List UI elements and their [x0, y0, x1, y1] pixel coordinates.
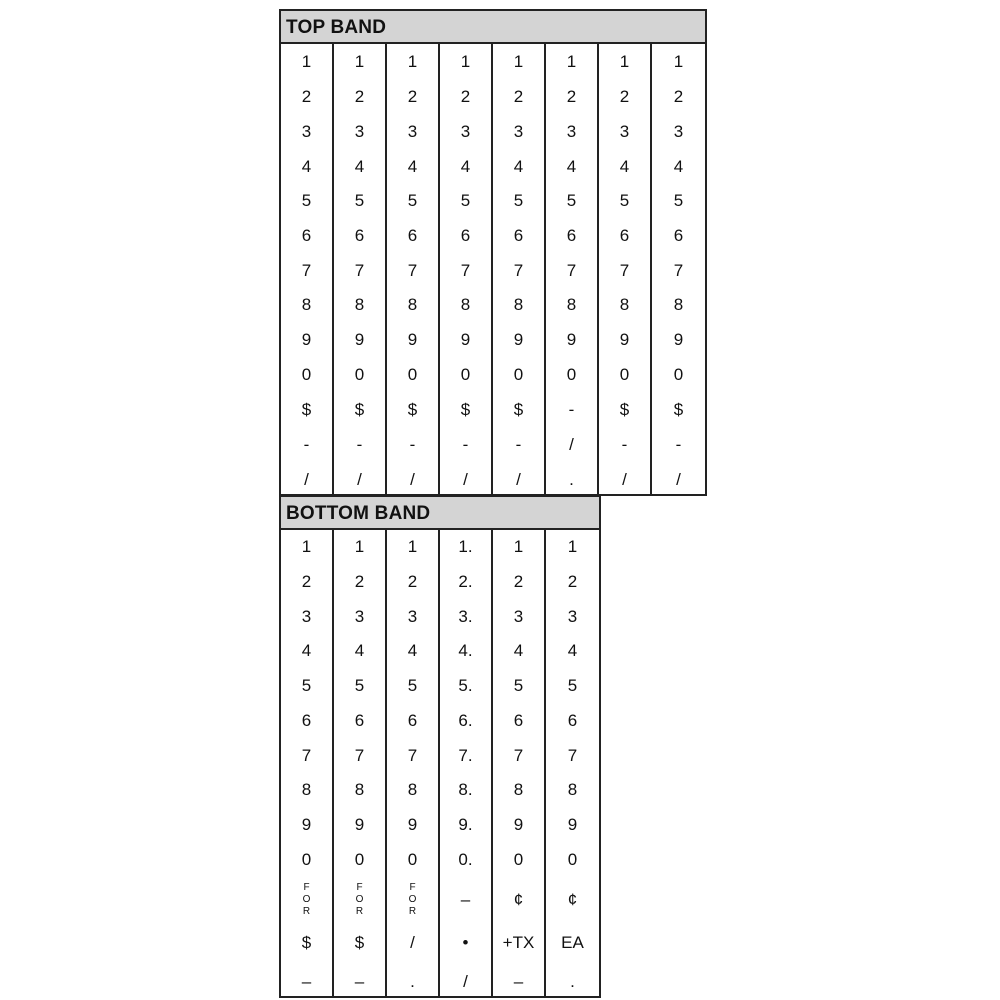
- character-cell: 0: [460, 365, 471, 384]
- character-cell: 2: [354, 87, 365, 106]
- character-cell: 8: [619, 295, 630, 314]
- character-cell: 9: [354, 815, 365, 834]
- character-cell: 9: [301, 330, 312, 349]
- bottom-band-column: [440, 530, 493, 996]
- character-cell: +TX: [502, 933, 535, 952]
- character-cell: 2: [301, 87, 312, 106]
- top-band-panel: [279, 9, 707, 496]
- character-cell: –: [354, 972, 365, 991]
- character-cell: ¢: [567, 890, 578, 909]
- character-cell: 2: [407, 572, 418, 591]
- bottom-band-column: [281, 530, 334, 996]
- character-cell: 2.: [458, 572, 473, 591]
- character-cell: 7: [301, 746, 312, 765]
- character-cell: 0: [407, 365, 418, 384]
- character-cell: 5: [354, 191, 365, 210]
- character-cell: 3: [354, 122, 365, 141]
- character-cell: 3: [673, 122, 684, 141]
- character-cell: 0: [567, 850, 578, 869]
- vertical-text: FOR: [408, 882, 417, 917]
- character-cell: 9: [513, 815, 524, 834]
- character-cell: 5: [673, 191, 684, 210]
- top-band-column: [334, 44, 387, 494]
- character-cell: 2: [673, 87, 684, 106]
- character-cell: 6.: [458, 711, 473, 730]
- top-band-columns: [281, 44, 705, 494]
- top-band-column: [493, 44, 546, 494]
- character-cell: 4: [354, 641, 365, 660]
- character-cell: 7: [407, 261, 418, 280]
- character-cell: 4: [513, 641, 524, 660]
- character-cell: /: [676, 470, 681, 489]
- character-cell: 8: [513, 295, 524, 314]
- bottom-band-column: [334, 530, 387, 996]
- character-cell: 7: [619, 261, 630, 280]
- character-cell: 1: [460, 52, 471, 71]
- character-cell: /: [410, 470, 415, 489]
- character-cell: 7: [566, 261, 577, 280]
- character-cell: 1: [567, 537, 578, 556]
- character-cell: 0: [619, 365, 630, 384]
- character-cell: 2: [460, 87, 471, 106]
- bottom-band-column: [493, 530, 546, 996]
- character-cell: $: [301, 933, 312, 952]
- character-cell: 6: [513, 226, 524, 245]
- character-cell: 9: [407, 330, 418, 349]
- character-cell: 5: [354, 676, 365, 695]
- character-cell: /: [569, 435, 574, 454]
- character-cell: 3: [513, 607, 524, 626]
- character-cell: [281, 882, 332, 918]
- character-cell: $: [301, 400, 312, 419]
- character-cell: 8: [354, 295, 365, 314]
- character-cell: 3: [301, 122, 312, 141]
- character-cell: 7: [354, 746, 365, 765]
- character-cell: 9: [619, 330, 630, 349]
- character-cell: 8: [301, 295, 312, 314]
- character-cell: 7: [673, 261, 684, 280]
- character-cell: 1: [513, 537, 524, 556]
- character-cell: •: [462, 933, 469, 952]
- bottom-band-panel: [279, 495, 601, 998]
- character-cell: [334, 882, 385, 918]
- top-band-column: [652, 44, 705, 494]
- character-cell: 5: [513, 676, 524, 695]
- character-cell: 8: [301, 780, 312, 799]
- character-cell: 5: [407, 191, 418, 210]
- character-cell: 5: [513, 191, 524, 210]
- character-cell: 3.: [458, 607, 473, 626]
- character-cell: /: [410, 933, 415, 952]
- character-cell: 4: [301, 157, 312, 176]
- character-cell: 0: [301, 365, 312, 384]
- character-cell: 2: [567, 572, 578, 591]
- character-cell: 3: [407, 607, 418, 626]
- character-cell: $: [354, 933, 365, 952]
- character-cell: 8: [354, 780, 365, 799]
- character-cell: 7: [513, 746, 524, 765]
- character-cell: $: [673, 400, 684, 419]
- vertical-text: FOR: [302, 882, 311, 917]
- character-cell: 1: [301, 537, 312, 556]
- character-cell: 3: [513, 122, 524, 141]
- character-cell: 6: [354, 226, 365, 245]
- character-cell: 0: [513, 365, 524, 384]
- character-cell: 2: [513, 572, 524, 591]
- character-cell: 6: [566, 226, 577, 245]
- character-cell: 6: [619, 226, 630, 245]
- character-cell: 8: [673, 295, 684, 314]
- character-cell: /: [357, 470, 362, 489]
- character-cell: 4: [619, 157, 630, 176]
- character-cell: 7: [513, 261, 524, 280]
- character-cell: -: [568, 400, 575, 419]
- character-cell: 1: [513, 52, 524, 71]
- character-cell: 0: [673, 365, 684, 384]
- character-cell: -: [303, 435, 310, 454]
- character-cell: 7: [301, 261, 312, 280]
- bottom-band-column: [387, 530, 440, 996]
- character-cell: -: [621, 435, 628, 454]
- character-cell: 6: [407, 226, 418, 245]
- character-cell: .: [570, 972, 575, 991]
- character-cell: –: [301, 972, 312, 991]
- character-cell: 1: [407, 52, 418, 71]
- character-cell: 9: [567, 815, 578, 834]
- character-cell: 5: [460, 191, 471, 210]
- character-cell: 6: [301, 711, 312, 730]
- character-cell: /: [463, 470, 468, 489]
- character-cell: 1: [354, 52, 365, 71]
- character-cell: 8: [460, 295, 471, 314]
- character-cell: 0: [354, 365, 365, 384]
- character-cell: $: [513, 400, 524, 419]
- character-cell: 0.: [458, 850, 473, 869]
- character-cell: -: [356, 435, 363, 454]
- character-cell: 1: [619, 52, 630, 71]
- character-cell: $: [619, 400, 630, 419]
- character-cell: 9: [407, 815, 418, 834]
- character-cell: 5: [301, 191, 312, 210]
- top-band-column: [387, 44, 440, 494]
- character-cell: 7: [460, 261, 471, 280]
- top-band-column: [440, 44, 493, 494]
- character-cell: 4: [460, 157, 471, 176]
- character-cell: 3: [619, 122, 630, 141]
- character-cell: .: [410, 972, 415, 991]
- character-cell: 0: [407, 850, 418, 869]
- character-cell: 2: [619, 87, 630, 106]
- character-cell: 9: [460, 330, 471, 349]
- character-cell: 2: [301, 572, 312, 591]
- character-cell: EA: [561, 933, 584, 952]
- character-cell: 9: [513, 330, 524, 349]
- character-cell: /: [463, 972, 468, 991]
- character-cell: 4: [513, 157, 524, 176]
- top-band-column: [281, 44, 334, 494]
- character-cell: 3: [354, 607, 365, 626]
- character-cell: 4: [673, 157, 684, 176]
- character-cell: 0: [513, 850, 524, 869]
- character-cell: ¢: [513, 890, 524, 909]
- top-band-column: [599, 44, 652, 494]
- character-cell: 8: [513, 780, 524, 799]
- character-cell: 8: [407, 780, 418, 799]
- character-cell: 8: [407, 295, 418, 314]
- top-band-title: TOP BAND: [281, 11, 705, 44]
- character-cell: 5: [301, 676, 312, 695]
- character-cell: 3: [301, 607, 312, 626]
- character-cell: 7.: [458, 746, 473, 765]
- character-cell: $: [354, 400, 365, 419]
- character-cell: 1.: [458, 537, 473, 556]
- character-cell: 7: [354, 261, 365, 280]
- character-cell: 3: [566, 122, 577, 141]
- character-cell: -: [409, 435, 416, 454]
- character-cell: 2: [407, 87, 418, 106]
- character-cell: 7: [567, 746, 578, 765]
- character-cell: 2: [513, 87, 524, 106]
- character-cell: 5: [566, 191, 577, 210]
- character-cell: 2: [354, 572, 365, 591]
- character-cell: /: [304, 470, 309, 489]
- character-cell: 6: [460, 226, 471, 245]
- character-cell: 4.: [458, 641, 473, 660]
- character-cell: 1: [407, 537, 418, 556]
- character-cell: 9: [673, 330, 684, 349]
- character-cell: –: [513, 972, 524, 991]
- character-cell: 6: [513, 711, 524, 730]
- character-cell: 8: [566, 295, 577, 314]
- character-cell: 6: [354, 711, 365, 730]
- character-cell: 0: [301, 850, 312, 869]
- character-cell: $: [407, 400, 418, 419]
- character-cell: .: [569, 470, 574, 489]
- character-cell: 5: [567, 676, 578, 695]
- character-cell: 8.: [458, 780, 473, 799]
- character-cell: 1: [354, 537, 365, 556]
- character-cell: 5.: [458, 676, 473, 695]
- character-cell: 4: [354, 157, 365, 176]
- character-cell: 9: [301, 815, 312, 834]
- character-cell: 1: [673, 52, 684, 71]
- character-cell: /: [622, 470, 627, 489]
- character-cell: 6: [301, 226, 312, 245]
- character-cell: 9: [566, 330, 577, 349]
- top-band-column: [546, 44, 599, 494]
- character-cell: 4: [301, 641, 312, 660]
- character-cell: 1: [301, 52, 312, 71]
- character-cell: /: [516, 470, 521, 489]
- character-cell: –: [460, 890, 471, 909]
- character-cell: -: [515, 435, 522, 454]
- character-cell: 0: [566, 365, 577, 384]
- character-cell: 4: [407, 641, 418, 660]
- character-cell: 3: [460, 122, 471, 141]
- character-cell: [387, 882, 438, 918]
- bottom-band-columns: [281, 530, 599, 996]
- character-cell: 7: [407, 746, 418, 765]
- character-cell: 0: [354, 850, 365, 869]
- character-cell: 3: [407, 122, 418, 141]
- character-cell: 6: [567, 711, 578, 730]
- character-cell: 4: [567, 641, 578, 660]
- bottom-band-column: [546, 530, 599, 996]
- character-cell: 1: [566, 52, 577, 71]
- character-cell: 3: [567, 607, 578, 626]
- character-cell: 9.: [458, 815, 473, 834]
- character-cell: 6: [407, 711, 418, 730]
- character-cell: 6: [673, 226, 684, 245]
- character-cell: 8: [567, 780, 578, 799]
- vertical-text: FOR: [355, 882, 364, 917]
- character-cell: $: [460, 400, 471, 419]
- character-cell: 9: [354, 330, 365, 349]
- character-cell: 4: [566, 157, 577, 176]
- character-cell: 5: [407, 676, 418, 695]
- character-cell: -: [675, 435, 682, 454]
- character-cell: 5: [619, 191, 630, 210]
- character-cell: 4: [407, 157, 418, 176]
- character-cell: 2: [566, 87, 577, 106]
- character-cell: -: [462, 435, 469, 454]
- bottom-band-title: BOTTOM BAND: [281, 497, 599, 530]
